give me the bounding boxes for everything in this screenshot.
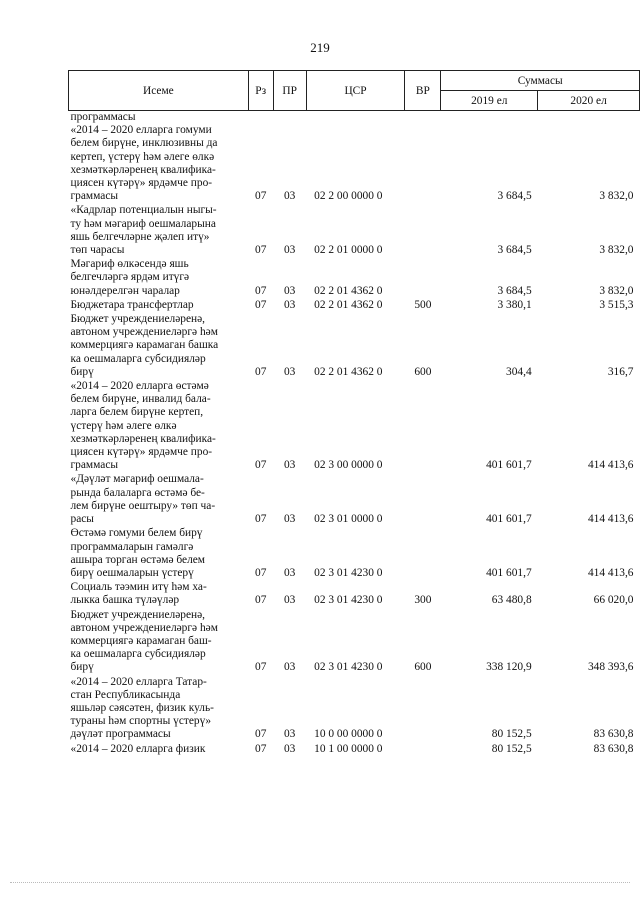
cell-name-line: Өстәмә гомуми белем бирү xyxy=(70,527,203,540)
table-row xyxy=(69,204,640,258)
cell-sum-2019: 304,4 xyxy=(506,365,532,378)
cell-vr xyxy=(405,111,441,205)
cell-name xyxy=(69,527,249,581)
cell-rz: 07 xyxy=(255,594,267,607)
cell-name-line: яшь белгечләрне җәлеп итү» xyxy=(70,230,210,243)
cell-name-line: граммасы xyxy=(70,459,119,472)
cell-name-line: рында балаларга өстәмә бе- xyxy=(70,486,205,499)
cell-csr: 02 2 00 0000 0 xyxy=(314,190,383,203)
cell-rz: 07 xyxy=(255,742,267,755)
cell-name-line: ка оешмаларга субсидияләр xyxy=(70,648,206,661)
cell-pr: 03 xyxy=(283,298,296,311)
header-year-2020: 2020 ел xyxy=(538,91,640,111)
cell-vr: 600 xyxy=(414,661,432,674)
cell-csr: 10 0 00 0000 0 xyxy=(314,728,383,741)
cell-csr: 02 3 00 0000 0 xyxy=(314,459,383,472)
cell-sum-2019: 338 120,9 xyxy=(486,661,532,674)
cell-sum-2020: 348 393,6 xyxy=(587,661,634,674)
cell-rz: 07 xyxy=(255,661,267,674)
cell-vr xyxy=(405,204,441,258)
cell-name xyxy=(69,676,249,743)
cell-name-line: Бюджет учреждениеләренә, xyxy=(70,608,206,621)
cell-rz: 07 xyxy=(255,566,267,579)
cell-sum-2019: 3 684,5 xyxy=(497,190,532,203)
cell-name-line: белем бирүне, инклюзивны да xyxy=(70,137,218,150)
table-row xyxy=(69,676,640,743)
cell-name-line: ту һәм мәгариф оешмаларына xyxy=(70,217,216,230)
cell-pr: 03 xyxy=(283,728,296,741)
cell-name-line: «2014 – 2020 елларга гомуми xyxy=(70,124,212,137)
table-header xyxy=(69,71,640,111)
cell-sum-2019: 3 684,5 xyxy=(497,244,532,257)
cell-sum-2020: 414 413,6 xyxy=(587,566,634,579)
table-row xyxy=(69,380,640,473)
cell-name-line: белем бирүне, инвалид бала- xyxy=(70,393,211,406)
cell-name-line: лем бирүне оештыру» төп ча- xyxy=(70,499,216,512)
cell-vr xyxy=(405,380,441,473)
cell-name-line: тураны һәм спортны үстерү» xyxy=(70,715,212,728)
cell-rz: 07 xyxy=(255,244,267,257)
cell-sum-2020: 3 832,0 xyxy=(599,244,634,257)
cell-name-line: циясен күтәрү» ярдәмче про- xyxy=(70,177,213,190)
cell-rz: 07 xyxy=(255,513,267,526)
cell-pr: 03 xyxy=(283,190,296,203)
cell-name-line: граммасы xyxy=(70,190,119,203)
cell-name-line: бирү оешмаларын үстерү xyxy=(70,566,194,579)
table-body xyxy=(69,111,640,757)
cell-name-line: программаларын гамәлгә xyxy=(70,540,194,553)
cell-name-line: Мәгариф өлкәсендә яшь xyxy=(70,258,189,271)
cell-name-line: коммерциягә карамаган баш- xyxy=(70,634,212,647)
header-rz: Рз xyxy=(248,71,273,111)
cell-sum-2019: 401 601,7 xyxy=(486,459,532,472)
header-pr: ПР xyxy=(273,71,306,111)
cell-name-line: расы xyxy=(70,513,94,526)
cell-sum-2020: 414 413,6 xyxy=(587,513,634,526)
cell-rz: 07 xyxy=(255,190,267,203)
cell-csr: 02 3 01 4230 0 xyxy=(314,661,383,674)
cell-name xyxy=(69,204,249,258)
cell-name-line: «2014 – 2020 елларга Татар- xyxy=(70,675,207,688)
cell-name-line: «Дәүләт мәгариф оешмала- xyxy=(70,473,204,486)
cell-name-line: Бюджетара трансфертлар xyxy=(70,298,194,311)
cell-csr: 02 2 01 4362 0 xyxy=(314,284,383,297)
cell-vr xyxy=(405,473,441,527)
cell-name-line: «2014 – 2020 елларга өстәмә xyxy=(70,380,209,393)
cell-sum-2020: 3 832,0 xyxy=(599,284,634,297)
cell-name xyxy=(69,299,249,313)
cell-pr: 03 xyxy=(283,513,296,526)
cell-name-line: бирү xyxy=(70,365,94,378)
cell-name-line: коммерциягә карамаган башка xyxy=(70,339,219,352)
header-csr: ЦСР xyxy=(306,71,405,111)
cell-name-line: хезмәткәрләренең квалифика- xyxy=(70,163,216,176)
cell-pr: 03 xyxy=(283,365,296,378)
cell-csr: 02 3 01 0000 0 xyxy=(314,513,383,526)
cell-vr: 600 xyxy=(414,365,432,378)
cell-sum-2020: 3 832,0 xyxy=(599,190,634,203)
cell-name-line: автоном учреждениеләргә һәм xyxy=(70,326,218,339)
cell-pr: 03 xyxy=(283,594,296,607)
cell-sum-2019: 401 601,7 xyxy=(486,566,532,579)
cell-sum-2019: 63 480,8 xyxy=(491,594,532,607)
cell-sum-2019: 80 152,5 xyxy=(491,728,532,741)
page-number: 219 xyxy=(310,40,330,55)
cell-name xyxy=(69,313,249,380)
cell-pr: 03 xyxy=(283,244,296,257)
cell-sum-2020: 83 630,8 xyxy=(593,728,634,741)
table-row xyxy=(69,581,640,608)
table-row xyxy=(69,609,640,676)
table-row xyxy=(69,527,640,581)
cell-name-line: юнәлдерелгән чаралар xyxy=(70,284,180,297)
cell-pr: 03 xyxy=(283,284,296,297)
cell-name-line: Бюджет учреждениеләренә, xyxy=(70,313,206,326)
cell-name-line: программасы xyxy=(70,111,136,123)
cell-vr: 300 xyxy=(414,594,432,607)
cell-pr: 03 xyxy=(283,661,296,674)
cell-pr: 03 xyxy=(283,566,296,579)
cell-sum-2020: 414 413,6 xyxy=(587,459,634,472)
cell-name-line: циясен күтәрү» ярдәмче про- xyxy=(70,446,213,459)
cell-name-line: автоном учреждениеләргә һәм xyxy=(70,621,218,634)
bottom-scan-artifact xyxy=(10,882,630,883)
cell-sum-2019: 80 152,5 xyxy=(491,742,532,755)
cell-name xyxy=(69,743,249,757)
cell-name-line: хезмәткәрләренең квалифика- xyxy=(70,432,216,445)
cell-sum-2020: 3 515,3 xyxy=(599,298,634,311)
header-sums: Суммасы xyxy=(441,71,640,91)
cell-name xyxy=(69,380,249,473)
table-row xyxy=(69,313,640,380)
cell-name-line: «Кадрлар потенциалын ныгы- xyxy=(70,204,217,217)
cell-name-line: төп чарасы xyxy=(70,244,125,257)
cell-name-line: дәүләт программасы xyxy=(70,728,171,741)
cell-name xyxy=(69,581,249,608)
cell-name-line: ка оешмаларга субсидияләр xyxy=(70,352,206,365)
table-row xyxy=(69,299,640,313)
cell-pr: 03 xyxy=(283,459,296,472)
cell-rz: 07 xyxy=(255,298,267,311)
budget-table xyxy=(68,70,640,757)
cell-name-line: «2014 – 2020 елларга физик xyxy=(70,742,206,755)
cell-sum-2020: 66 020,0 xyxy=(593,594,634,607)
cell-name xyxy=(69,111,249,205)
table-row xyxy=(69,111,640,205)
cell-csr: 02 3 01 4230 0 xyxy=(314,594,383,607)
cell-name-line: кертеп, үстерү һәм әлеге өлкә xyxy=(70,150,215,163)
cell-name xyxy=(69,609,249,676)
cell-sum-2019: 3 684,5 xyxy=(497,284,532,297)
cell-name-line: Социаль тәэмин итү һәм ха- xyxy=(70,581,207,594)
cell-rz: 07 xyxy=(255,728,267,741)
table-row xyxy=(69,473,640,527)
header-vr: ВР xyxy=(405,71,441,111)
cell-vr xyxy=(405,527,441,581)
cell-vr xyxy=(405,258,441,299)
cell-name xyxy=(69,473,249,527)
table-row xyxy=(69,743,640,757)
cell-csr: 02 2 01 4362 0 xyxy=(314,298,383,311)
cell-csr: 02 2 01 0000 0 xyxy=(314,244,383,257)
cell-csr: 10 1 00 0000 0 xyxy=(314,742,383,755)
table-row xyxy=(69,258,640,299)
cell-name-line: ларга белем бирүне кертеп, xyxy=(70,406,204,419)
cell-vr: 500 xyxy=(414,298,432,311)
cell-name-line: бирү xyxy=(70,661,94,674)
cell-sum-2020: 83 630,8 xyxy=(593,742,634,755)
cell-name-line: стан Республикасында xyxy=(70,688,181,701)
cell-sum-2019: 401 601,7 xyxy=(486,513,532,526)
cell-rz: 07 xyxy=(255,284,267,297)
cell-name-line: ашыра торган өстәмә белем xyxy=(70,553,206,566)
cell-sum-2019: 3 380,1 xyxy=(497,298,532,311)
cell-rz: 07 xyxy=(255,365,267,378)
cell-name-line: лыкка башка түләүләр xyxy=(70,594,180,607)
cell-name-line: яшьләр сәясәтен, физик куль- xyxy=(70,701,214,714)
cell-name-line: үстерү һәм әлеге өлкә xyxy=(70,419,177,432)
cell-name-line: белгечләргә ярдәм итүгә xyxy=(70,271,190,284)
header-year-2019: 2019 ел xyxy=(441,91,538,111)
cell-sum-2020: 316,7 xyxy=(607,365,634,378)
cell-csr: 02 3 01 4230 0 xyxy=(314,566,383,579)
cell-vr xyxy=(405,676,441,743)
header-name: Исеме xyxy=(69,71,249,111)
cell-pr: 03 xyxy=(283,742,296,755)
cell-rz: 07 xyxy=(255,459,267,472)
cell-csr: 02 2 01 4362 0 xyxy=(314,365,383,378)
cell-name xyxy=(69,258,249,299)
cell-vr xyxy=(405,743,441,757)
